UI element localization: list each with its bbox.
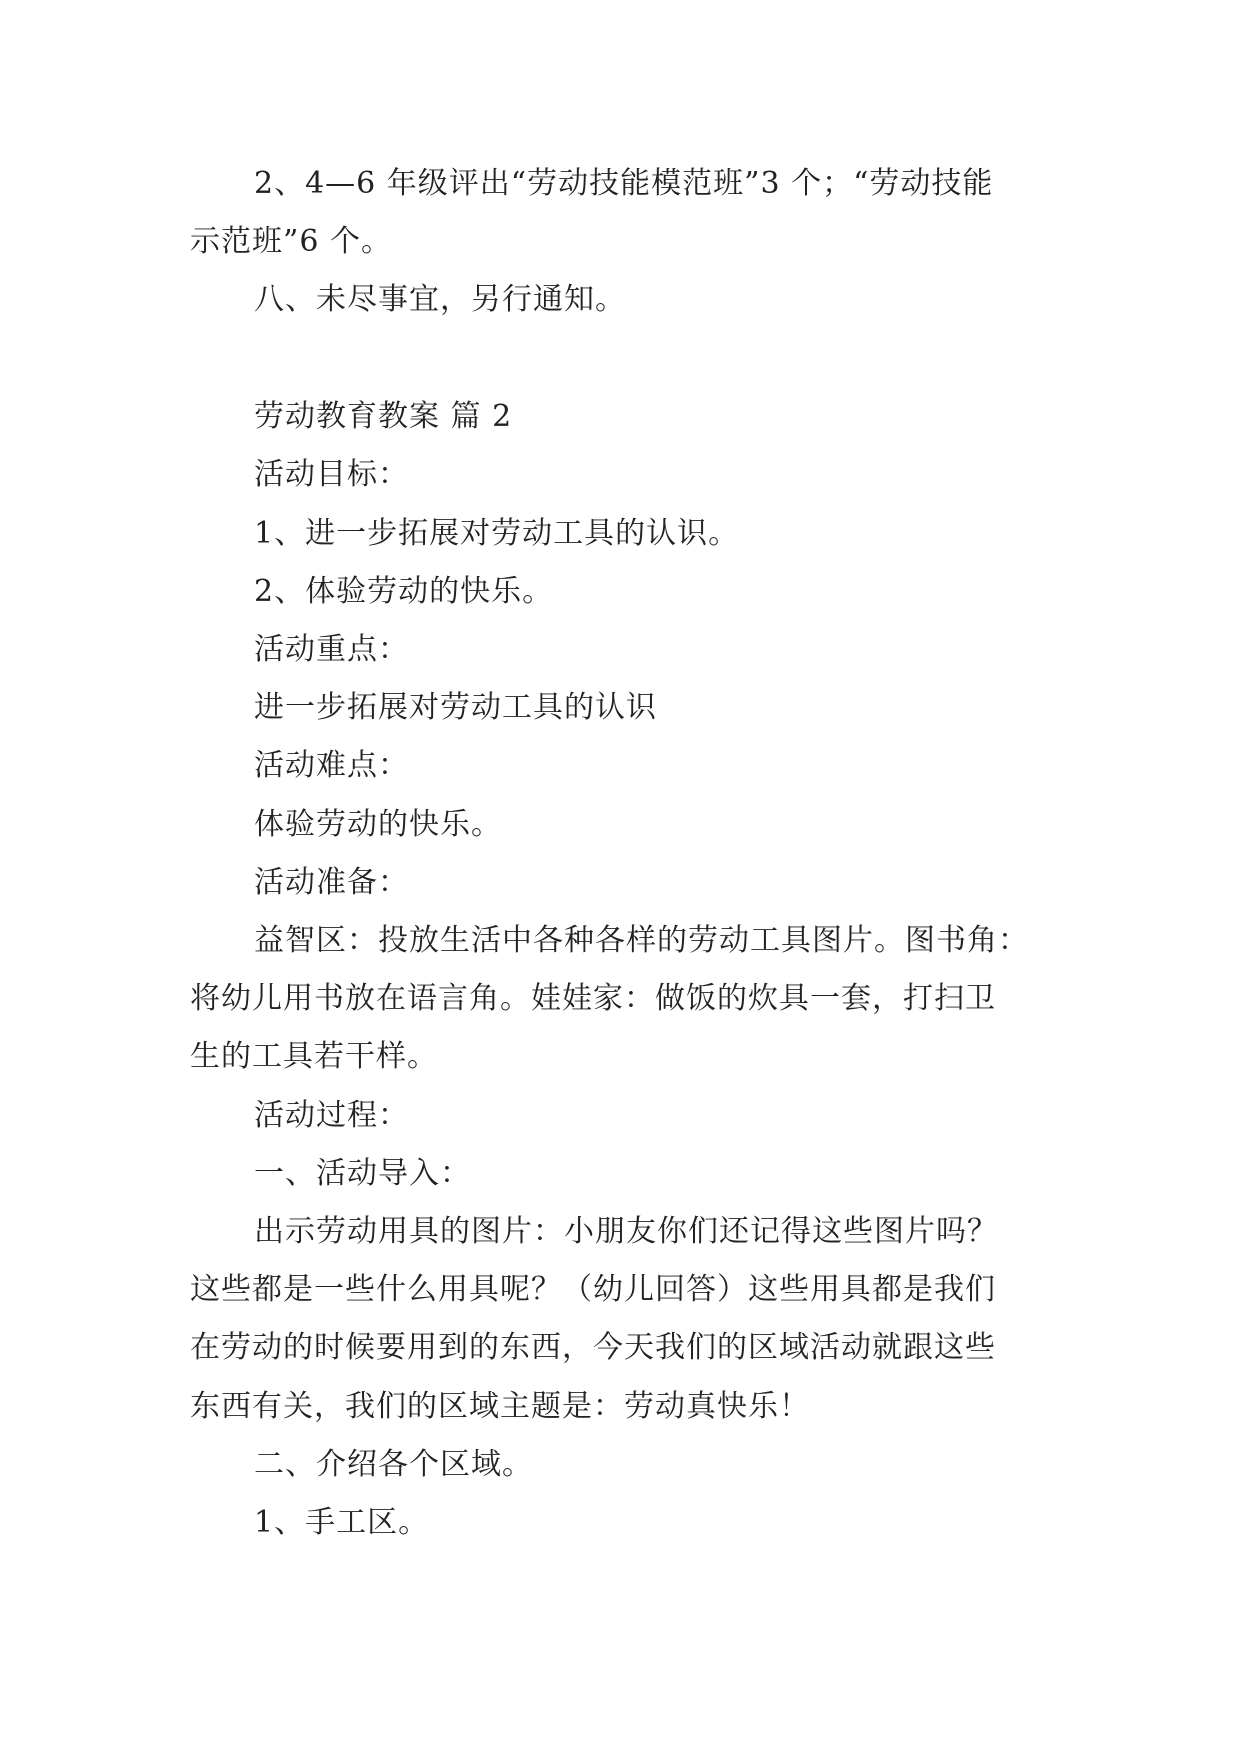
paragraph-line: 一、活动导入： xyxy=(254,1156,471,1191)
paragraph-line: 1、手工区。 xyxy=(254,1505,430,1540)
paragraph-line: 将幼儿用书放在语言角。娃娃家：做饭的炊具一套，打扫卫 xyxy=(190,981,996,1016)
paragraph-line: 进一步拓展对劳动工具的认识 xyxy=(254,690,657,725)
paragraph-line: 2、体验劳动的快乐。 xyxy=(254,574,554,609)
heading-activity-difficulty: 活动难点： xyxy=(254,748,409,783)
heading-activity-focus: 活动重点： xyxy=(254,632,409,667)
paragraph-line: 东西有关，我们的区域主题是：劳动真快乐！ xyxy=(190,1389,810,1424)
paragraph-line: 2、4—6 年级评出“劳动技能模范班”3 个；“劳动技能 xyxy=(254,166,994,201)
paragraph-line: 八、未尽事宜，另行通知。 xyxy=(254,282,626,317)
paragraph-line: 这些都是一些什么用具呢？（幼儿回答）这些用具都是我们 xyxy=(190,1272,996,1307)
heading-activity-goals: 活动目标： xyxy=(254,457,409,492)
paragraph-line: 示范班”6 个。 xyxy=(190,224,392,259)
paragraph-line: 益智区：投放生活中各种各样的劳动工具图片。图书角： xyxy=(254,923,1029,958)
paragraph-line: 二、介绍各个区域。 xyxy=(254,1447,533,1482)
heading-activity-prep: 活动准备： xyxy=(254,865,409,900)
section-title: 劳动教育教案 篇 2 xyxy=(254,399,513,434)
paragraph-line: 1、进一步拓展对劳动工具的认识。 xyxy=(254,516,740,551)
paragraph-line: 生的工具若干样。 xyxy=(190,1039,438,1074)
paragraph-line: 体验劳动的快乐。 xyxy=(254,807,502,842)
paragraph-line: 在劳动的时候要用到的东西，今天我们的区域活动就跟这些 xyxy=(190,1330,996,1365)
paragraph-line: 出示劳动用具的图片：小朋友你们还记得这些图片吗？ xyxy=(254,1214,998,1249)
heading-activity-process: 活动过程： xyxy=(254,1098,409,1133)
